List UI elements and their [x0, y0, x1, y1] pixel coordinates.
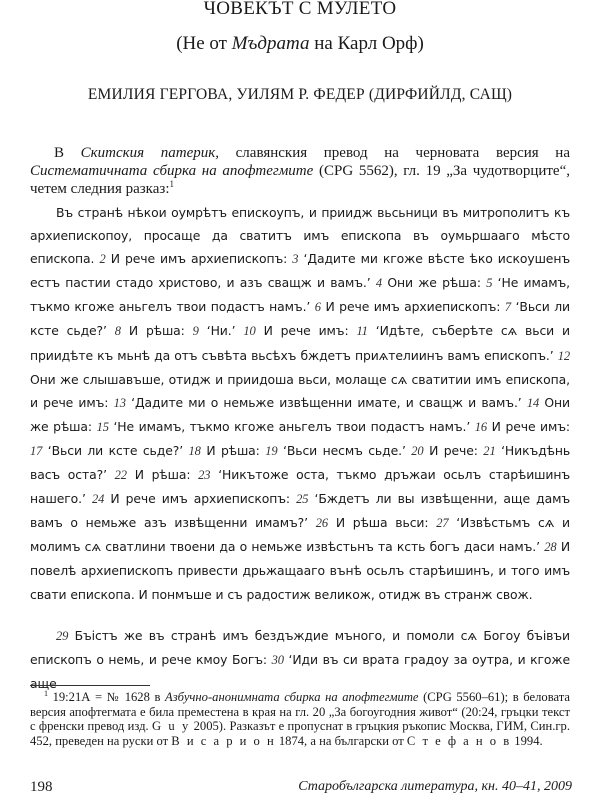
slavonic-segment: И рече имъ: — [487, 418, 570, 434]
verse-number: 23 — [198, 468, 211, 483]
slavonic-segment: ‘Не имамъ, тъкмо кгоже аньгелъ твои подастъ намъ.’ — [30, 275, 570, 315]
intro-text: славянския превод на черновата версия на — [219, 145, 570, 161]
verse-number: 22 — [114, 468, 127, 483]
slavonic-text-block — [30, 201, 570, 606]
verse-number: 13 — [113, 395, 126, 410]
footnote-text: 1994. — [511, 733, 543, 748]
verse-number: 25 — [296, 492, 309, 507]
footnote-mark: 1 — [44, 688, 48, 698]
slavonic-segment: Въ странѣ нѣкои оумрѣтъ епискоупъ, и приидж вьсьници въ митрополитъ къ архиепископоу, просаще да сватитъ имъ епископа въ оумьршааго мѣсто епископа. — [30, 205, 570, 267]
footnote-author: В и с а р и о н — [171, 733, 276, 748]
slavonic-segment: ‘Извѣстьмъ сѧ и молимъ сѧ сватлини твоени да о немьже извѣстьнъ та ксть богъ даси намъ.’ — [30, 515, 570, 555]
footnote-title: Азбучно-анонимната сбирка на апофтегмите — [165, 690, 419, 704]
footnote-reference: 1 — [169, 179, 174, 189]
footnote-text: 19:21А = № 1628 в — [48, 690, 166, 704]
verse-number: 12 — [557, 348, 570, 363]
slavonic-segment: ‘Никъдѣнь васъ оста?’ — [30, 442, 571, 483]
verse-number: 29 — [56, 629, 69, 643]
slavonic-segment: ‘Никътоже оста, тъкмо дръжаи осьлъ старѣишинъ нашего.’ — [30, 467, 570, 507]
verse-number: 28 — [544, 540, 557, 555]
verse-number: 9 — [192, 324, 199, 339]
article-title: ЧОВЕКЪТ С МУЛЕТО — [203, 0, 397, 19]
verse-number: 10 — [243, 324, 256, 339]
intro-paragraph — [30, 144, 570, 198]
slavonic-segment: Они же рѣша: — [30, 394, 570, 434]
slavonic-segment: И рѣша: — [126, 467, 199, 483]
slavonic-segment: И рѣша вьси: — [328, 515, 437, 531]
article-authors: ЕМИЛИЯ ГЕРГОВА, УИЛЯМ Р. ФЕДЕР (ДИРФИЙЛД, САЩ) — [87, 86, 513, 103]
article-subtitle — [0, 33, 600, 55]
verse-number: 17 — [30, 443, 43, 458]
intro-source-title: Скитския патерик, — [80, 145, 220, 161]
slavonic-segment: И рече имъ архиепископъ: — [104, 491, 297, 507]
intro-collection-title: Систематичната сбирка на апофтегмите — [30, 163, 314, 179]
verse-number: 2 — [99, 252, 106, 267]
slavonic-segment: И рѣша: — [200, 442, 266, 458]
slavonic-segment: ‘Вьси ли ксте сьде?’ — [42, 442, 189, 458]
slavonic-segment: И рече: — [423, 442, 484, 458]
footnote-text: (CPG 5560–61); в беловата версия апофтегмата е била преместена в края на гл. 20 „За богоугодния живот“ (20:24, гръцки текст с френски превод изд. — [30, 690, 570, 734]
footnote-author: G u y — [151, 719, 191, 734]
verse-number: 30 — [271, 653, 284, 668]
verse-number: 15 — [96, 419, 109, 434]
verse-number: 14 — [526, 395, 540, 410]
footnote-text: 2005). Разказът е пропуснат в гръцкия ръкопис Москва, ГИМ, Син.гр. 452, преведен на руски от — [30, 719, 570, 748]
footnote-separator — [30, 685, 150, 686]
slavonic-segment: И рече имъ: — [255, 323, 357, 339]
verse-number: 8 — [114, 324, 121, 339]
slavonic-segment: ‘Дадите ми кгоже вѣсте ѣко искоушенъ естъ пастии стадо христово, и азъ сващж и вамъ.’ — [30, 251, 570, 291]
subtitle-close: на Карл Орф) — [309, 33, 424, 54]
slavonic-segment: Они же рѣша: — [382, 275, 487, 291]
verse-number: 3 — [292, 252, 299, 267]
slavonic-segment: ‘Бждетъ ли вы извѣщенни, аще дамъ вамъ о немьже азъ извѣщенни имамъ?’ — [30, 491, 570, 531]
verse-number: 27 — [436, 516, 449, 531]
slavonic-segment: ‘Дадите ми о немьже извѣщенни имате, и сващж и вамъ.’ — [125, 394, 527, 410]
verse-number: 21 — [483, 443, 496, 458]
verse-number: 11 — [356, 324, 368, 339]
subtitle-open: (Не от — [176, 33, 232, 54]
slavonic-segment: ‘Вьси ли ксте сьде?’ — [30, 299, 571, 339]
verse-number: 16 — [474, 419, 488, 434]
slavonic-segment: ‘Идѣте, съберѣте сѧ вьси и приидѣте къ мьнѣ да отъ съвѣта вьсѣхъ бждетъ приѧтелиинъ вамъ епископъ.’ — [30, 323, 570, 363]
slavonic-segment: И рѣша: — [120, 323, 193, 339]
footnote-author: С т е ф а н о в — [406, 733, 512, 748]
footnote-text: 1874, а на български от — [275, 733, 407, 748]
slavonic-segment: Они же слышавъше, отидж и приидоша вьси, молаще сѧ сватитии имъ епископа, и рече имъ: — [30, 371, 570, 410]
journal-running-footer: Старобългарска литература, кн. 40–41, 2009 — [298, 779, 572, 794]
slavonic-segment: И повелѣ архиепископъ привести дрьжащааго вънѣ осьлъ старѣишинъ, и того имъ свати епископа. И понмъше и съ радостиж великож, отидж въ странж свож. — [30, 539, 570, 602]
verse-number: 7 — [504, 300, 512, 315]
verse-number: 19 — [265, 443, 278, 458]
slavonic-segment: ‘Иди въ си врата градоу за оутра, и кгоже аще — [30, 652, 571, 692]
verse-number: 26 — [315, 516, 329, 531]
slavonic-segment: ‘Вьси несмъ сьде.’ — [277, 442, 412, 458]
slavonic-segment: И рече имъ архиепископъ: — [105, 251, 293, 267]
page-number: 198 — [30, 779, 53, 795]
footnote — [30, 690, 570, 748]
slavonic-segment: ‘Ни.’ — [198, 323, 244, 339]
intro-text: (CPG 5562), гл. 19 „За чудотворците“, четем следния разказ: — [30, 163, 570, 197]
verse-number: 5 — [486, 276, 493, 291]
subtitle-work: Мъдрата — [231, 33, 310, 54]
intro-text: В — [54, 145, 81, 161]
slavonic-segment: ‘Не имамъ, тъкмо кгоже аньгелъ твои подастъ намъ.’ — [108, 418, 475, 434]
verse-number: 6 — [314, 300, 321, 315]
verse-number: 24 — [91, 492, 105, 507]
verse-number: 4 — [375, 276, 383, 291]
slavonic-segment: Бъістъ же въ странѣ имъ бездъждие мъного, и помоли сѧ Богоу бъівъи епископъ о немь, и рече кмоу Богъ: — [30, 628, 570, 668]
slavonic-segment: И рече имъ архиепископъ: — [320, 299, 505, 315]
verse-number: 20 — [411, 443, 424, 458]
verse-number: 18 — [188, 443, 201, 458]
